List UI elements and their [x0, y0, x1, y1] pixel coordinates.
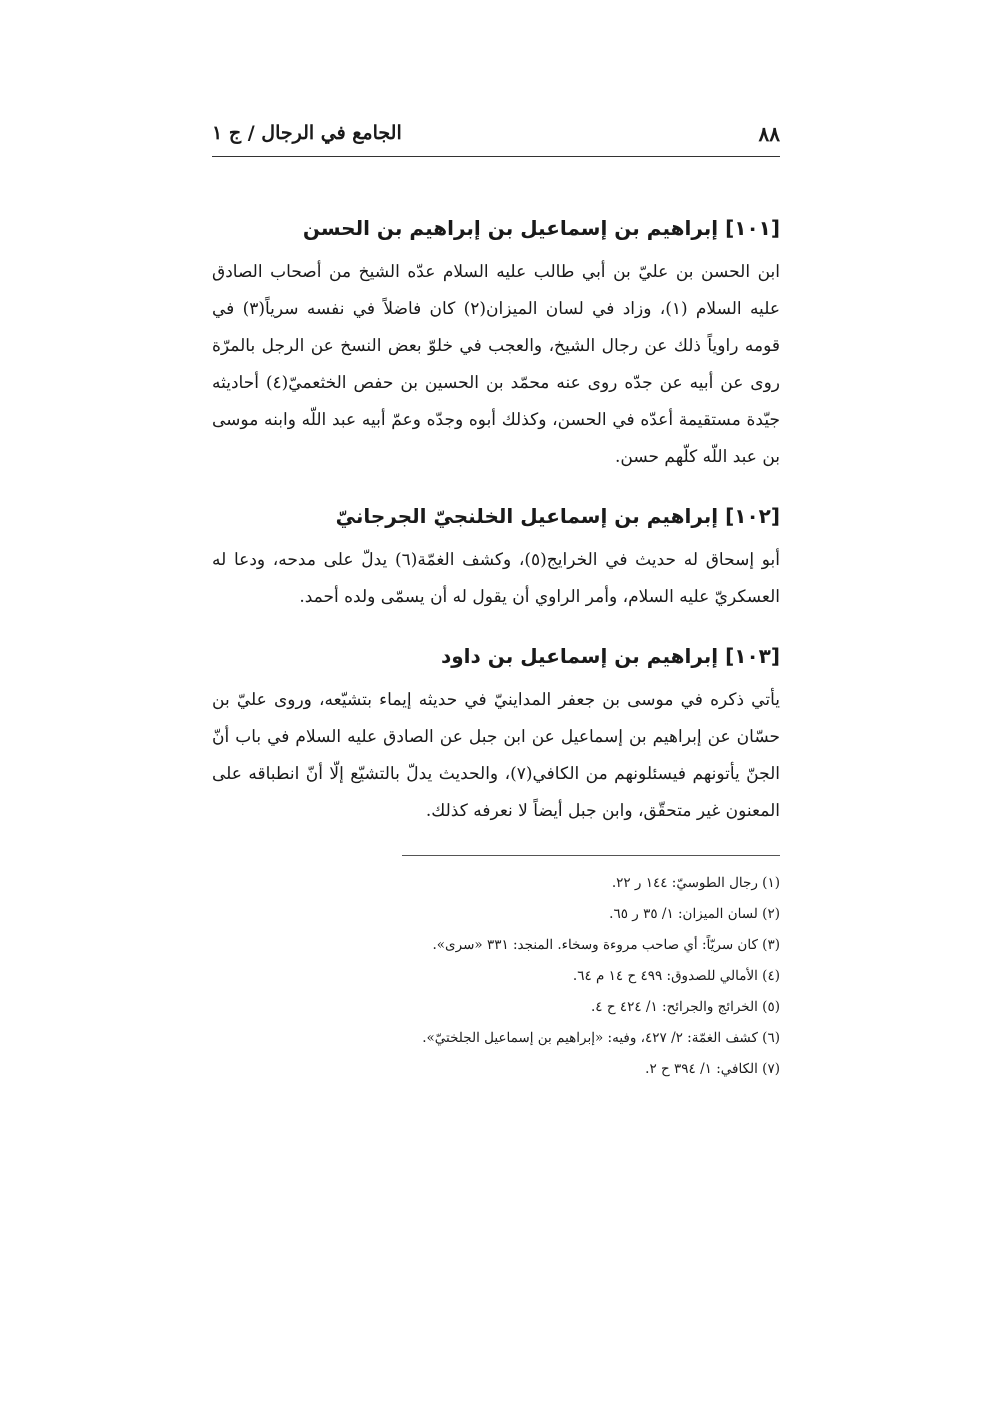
footnote-separator	[402, 855, 780, 856]
footnote: (٣) كان سريّاً: أي صاحب مروءة وسخاء. المنجد: ٣٣١ «سرى».	[432, 937, 780, 953]
entry-101	[212, 210, 780, 476]
footnote: (٦) كشف الغمّة: ٢/ ٤٢٧، وفيه: «إبراهيم بن إسماعيل الجلختيّ».	[422, 1030, 780, 1046]
footnotes	[212, 868, 780, 1085]
footnote: (٥) الخرائج والجرائح: ١/ ٤٢٤ ح ٤.	[591, 999, 780, 1015]
entry-heading: [١٠٣] إبراهيم بن إسماعيل بن داود	[440, 644, 780, 668]
footnote: (١) رجال الطوسيّ: ١٤٤ ر ٢٢.	[611, 875, 780, 891]
page-header	[212, 118, 780, 157]
entry-body: يأتي ذكره في موسى بن جعفر المداينيّ في حديثه إيماء بتشيّعه، وروى عليّ بن حسّان عن إبراهيم بن إسماعيل عن ابن جبل عن الصادق عليه السلام في باب أنّ الجنّ يأتونهم فيسئلونهم من الكافي(٧)، والحديث يدلّ بالتشيّع إلّا أنّ انطباقه على المعنون غير متحقّق، وابن جبل أيضاً لا نعرفه كذلك.	[212, 690, 781, 821]
page-number: ٨٨	[758, 122, 780, 146]
entry-body: أبو إسحاق له حديث في الخرايج(٥)، وكشف الغمّة(٦) يدلّ على مدحه، ودعا له العسكريّ عليه السلام، وأمر الراوي أن يقول له أن يسمّى ولده أحمد.	[212, 550, 780, 607]
entry-103	[212, 638, 780, 830]
entry-body: ابن الحسن بن عليّ بن أبي طالب عليه السلام عدّه الشيخ من أصحاب الصادق عليه السلام (١)، وزاد في لسان الميزان(٢) كان فاضلاً في نفسه سرياً(٣) في قومه راوياً ذلك عن رجال الشيخ، والعجب في خلوّ بعض النسخ عن الرجل بالمرّة روى عن أبيه عن جدّه روى عنه محمّد بن الحسين بن حفص الخثعميّ(٤) أحاديثه جيّدة مستقيمة أعدّه في الحسن، وكذلك أبوه وجدّه وعمّ أبيه عبد اللّه وابنه موسى بن عبد اللّه كلّهم حسن.	[212, 262, 780, 467]
entry-heading: [١٠٢] إبراهيم بن إسماعيل الخلنجيّ الجرجانيّ	[335, 504, 780, 528]
footnote: (٤) الأمالي للصدوق: ٤٩٩ ح ١٤ م ٦٤.	[572, 968, 780, 984]
footnote: (٢) لسان الميزان: ١/ ٣٥ ر ٦٥.	[609, 906, 780, 922]
footnote: (٧) الكافي: ١/ ٣٩٤ ح ٢.	[645, 1061, 780, 1077]
entry-heading: [١٠١] إبراهيم بن إسماعيل بن إبراهيم بن الحسن	[302, 216, 780, 240]
entry-102	[212, 498, 780, 616]
running-title: الجامع في الرجال / ج ١	[212, 122, 402, 144]
main-text	[212, 210, 780, 852]
